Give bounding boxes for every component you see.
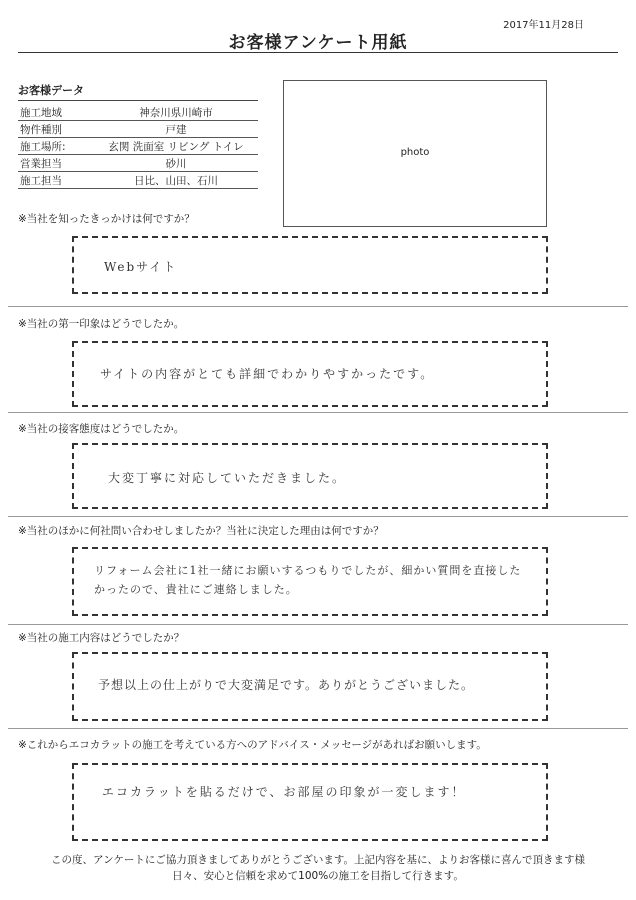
row-label: 施工担当 — [18, 172, 92, 189]
survey-date: 2017年11月28日 — [503, 20, 584, 31]
footer-line-1: この度、アンケートにご協力頂きましてありがとうございます。上記内容を基に、よりお客様に喜んで頂きます様 — [50, 854, 586, 866]
row-label: 施工地域 — [18, 104, 92, 121]
photo-placeholder — [283, 80, 547, 227]
section-divider — [8, 412, 628, 413]
footer-line-2: 日々、安心と信頼を求めて100%の施工を目指して行きます。 — [172, 870, 464, 882]
question-3: ※当社の接客態度はどうでしたか。 — [18, 423, 185, 435]
section-divider — [8, 516, 628, 517]
answer-box-6 — [72, 763, 548, 841]
customer-data-table — [18, 104, 258, 189]
table-row — [18, 138, 258, 155]
photo-label: photo — [400, 147, 430, 158]
question-5: ※当社の施工内容はどうでしたか？ — [18, 632, 185, 644]
answer-box-3 — [72, 443, 548, 509]
answer-text-4: リフォーム会社に1社一緒にお願いするつもりでしたが、細かい質問を直接したかったので、貴社にご連絡しました。 — [94, 564, 522, 596]
answer-text-3: 大変丁寧に対応していただきました。 — [108, 471, 347, 485]
answer-text-2: サイトの内容がとても詳細でわかりやすかったです。 — [100, 367, 435, 381]
table-row — [18, 172, 258, 189]
row-value: 日比、山田、石川 — [92, 172, 258, 189]
row-label: 物件種別 — [18, 121, 92, 138]
answer-text-6: エコカラットを貼るだけで、お部屋の印象が一変します！ — [102, 785, 466, 799]
answer-text-1: Webサイト — [104, 260, 178, 274]
row-label: 営業担当 — [18, 155, 92, 172]
customer-data-heading: お客様データ — [18, 84, 84, 97]
section-divider — [8, 728, 628, 729]
question-2: ※当社の第一印象はどうでしたか。 — [18, 318, 185, 330]
table-row — [18, 121, 258, 138]
answer-box-4 — [72, 547, 548, 616]
question-6: ※これからエコカラットの施工を考えている方へのアドバイス・メッセージがあればお願いします。 — [18, 739, 487, 751]
row-value: 玄関 洗面室 リビング トイレ — [92, 138, 258, 155]
section-divider — [8, 306, 628, 307]
question-4: ※当社のほかに何社問い合わせしましたか？当社に決定した理由は何ですか？ — [18, 525, 384, 537]
answer-text-5: 予想以上の仕上がりで大変満足です。ありがとうございました。 — [98, 678, 475, 692]
row-value: 砂川 — [92, 155, 258, 172]
answer-box-2 — [72, 341, 548, 407]
answer-box-5 — [72, 652, 548, 721]
table-row — [18, 155, 258, 172]
section-divider — [8, 624, 628, 625]
row-value: 神奈川県川崎市 — [92, 104, 258, 121]
question-1: ※当社を知ったきっかけは何ですか？ — [18, 213, 195, 225]
row-value: 戸建 — [92, 121, 258, 138]
page-title: お客様アンケート用紙 — [228, 33, 408, 53]
title-underline — [18, 52, 618, 53]
row-label: 施工場所: — [18, 138, 92, 155]
answer-box-1 — [72, 236, 548, 294]
table-row — [18, 104, 258, 121]
customer-data-divider — [18, 100, 258, 101]
